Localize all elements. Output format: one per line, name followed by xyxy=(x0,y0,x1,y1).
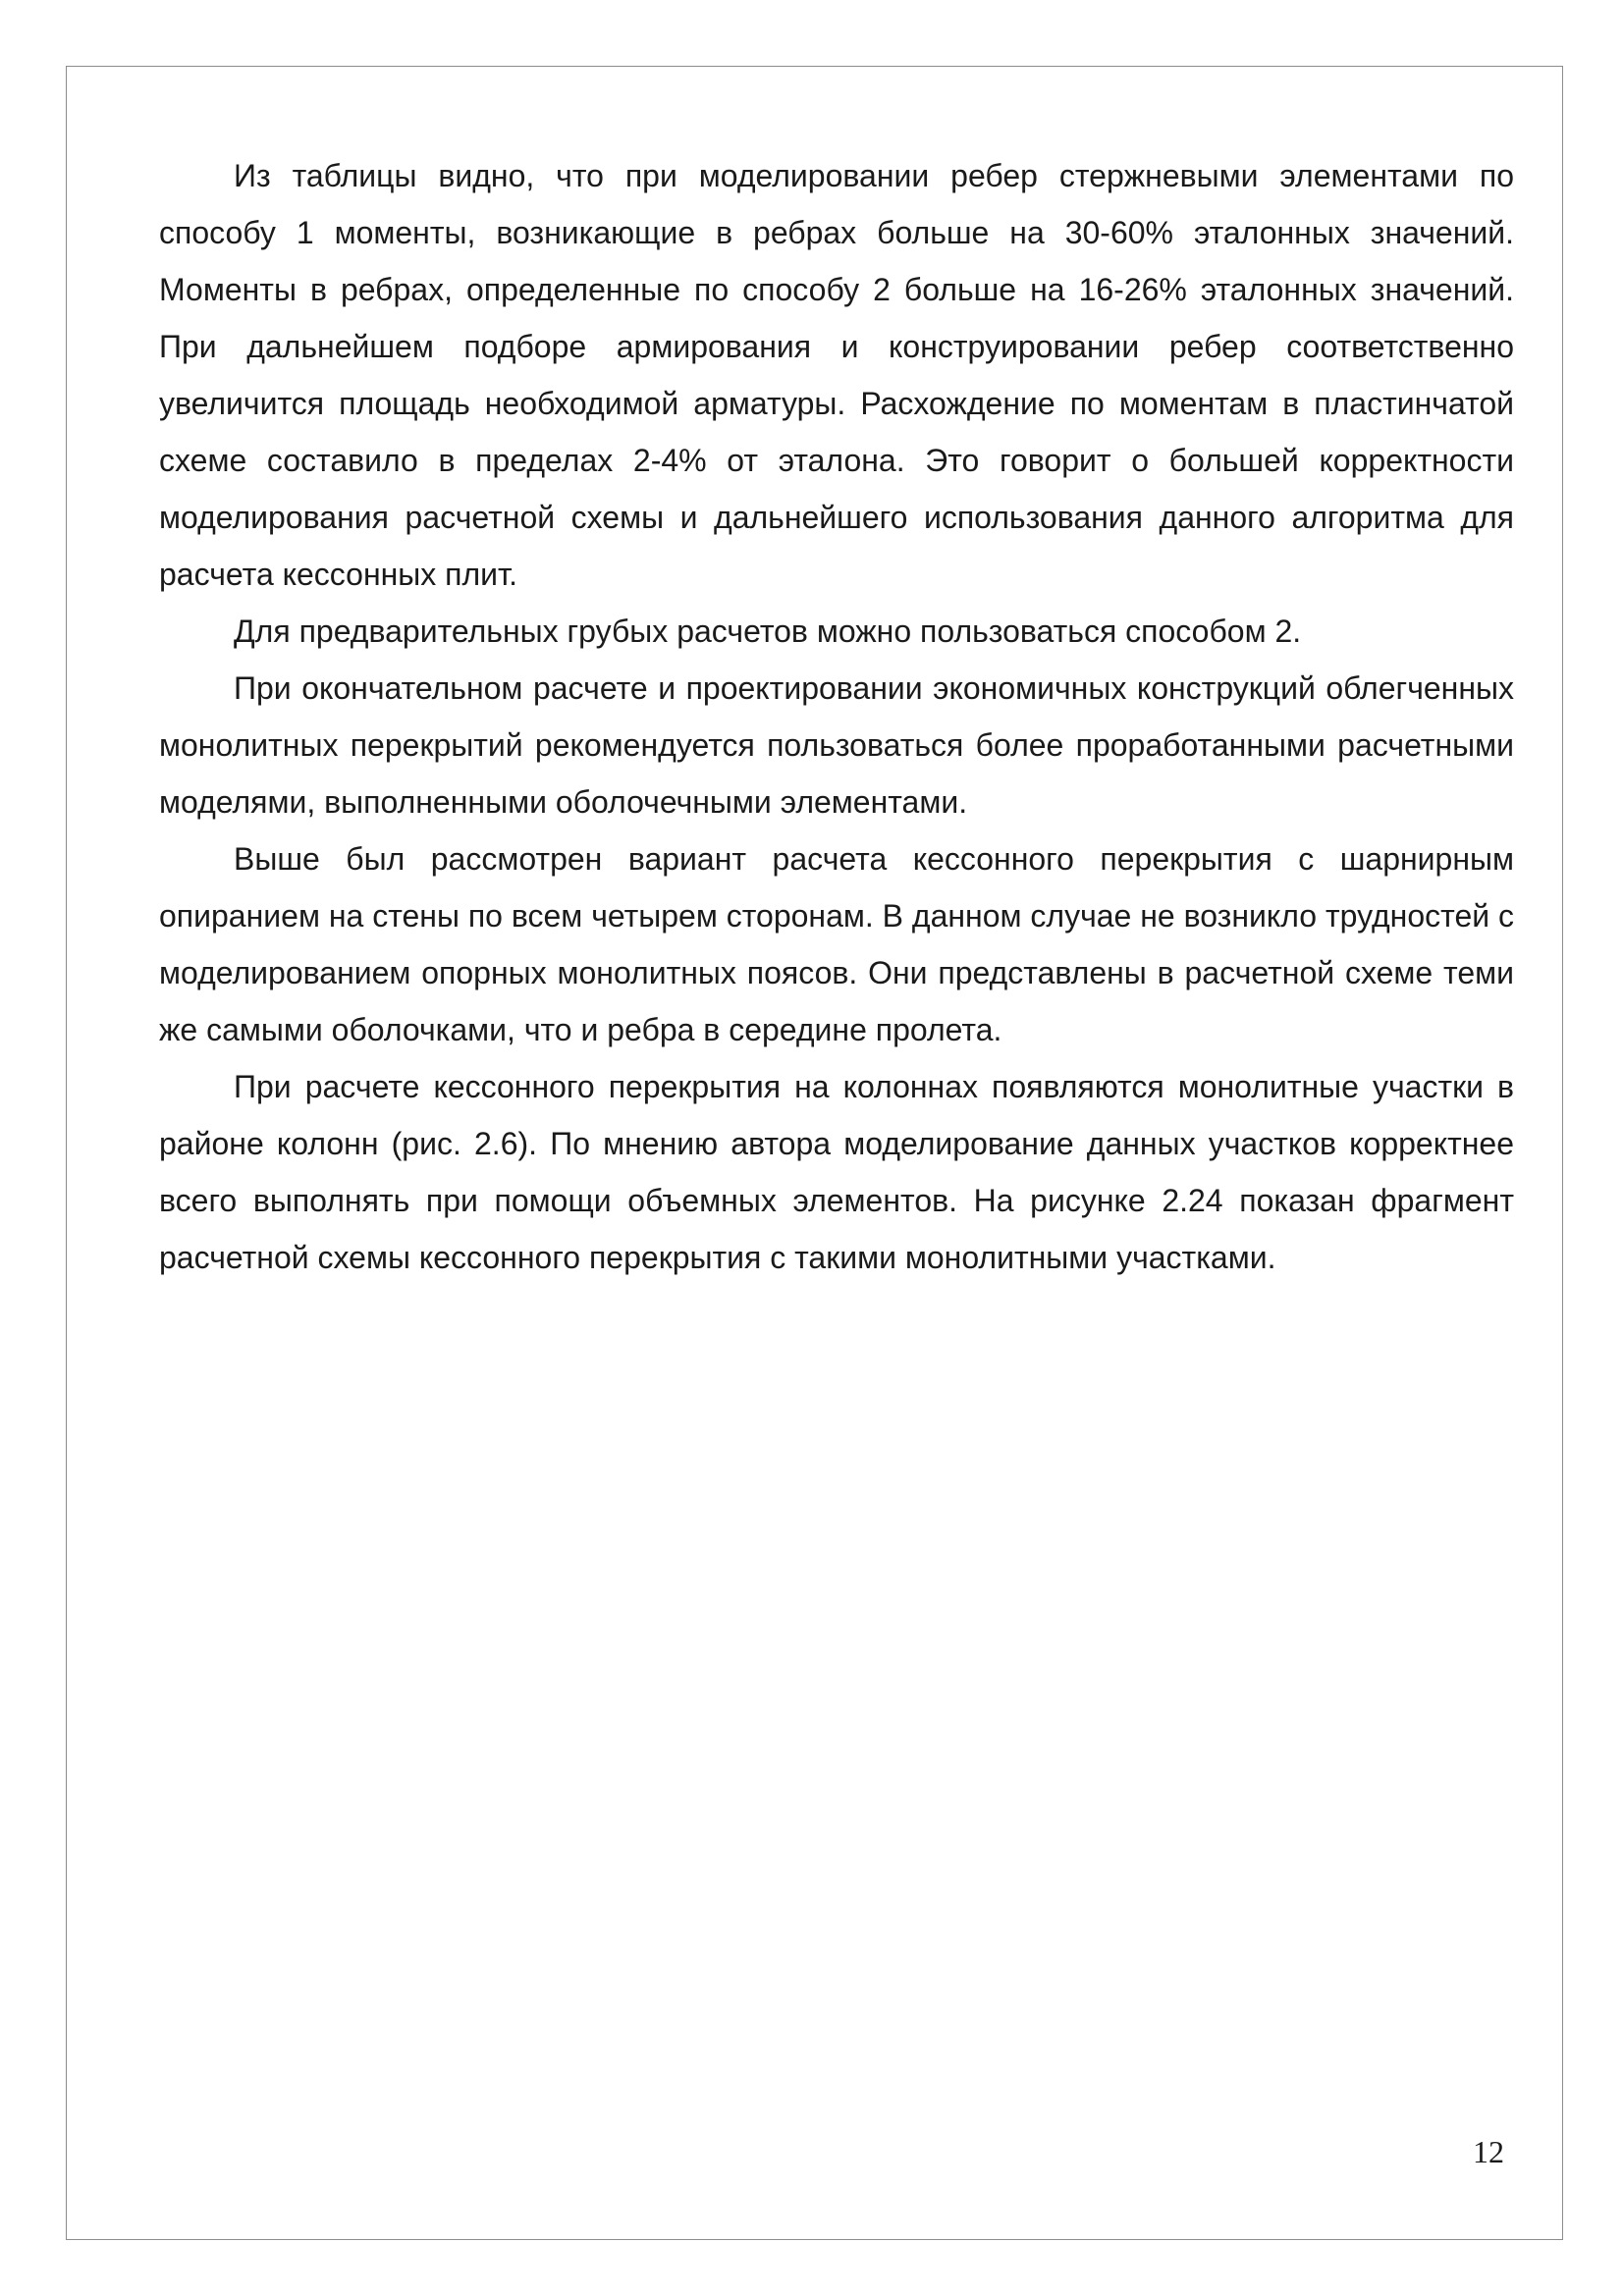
body-text xyxy=(159,147,1514,1286)
paragraph-4: Выше был рассмотрен вариант расчета кессонного перекрытия с шарнирным опиранием на стены по всем четырем сторонам. В данном случае не возникло трудностей с моделированием опорных монолитных поясов. Они представлены в расчетной схеме теми же самыми оболочками, что и ребра в середине пролета. xyxy=(159,841,1514,1047)
paragraph-3: При окончательном расчете и проектировании экономичных конструкций облегченных монолитных перекрытий рекомендуется пользоваться более проработанными расчетными моделями, выполненными оболочечными элементами. xyxy=(159,670,1514,820)
paragraph-2: Для предварительных грубых расчетов можно пользоваться способом 2. xyxy=(234,614,1302,649)
page-number: 12 xyxy=(1473,2134,1504,2169)
paragraph-1: Из таблицы видно, что при моделировании ребер стержневыми элементами по способу 1 моменты, возникающие в ребрах больше на 30-60% эталонных значений. Моменты в ребрах, определенные по способу 2 больше на 16-26% эталонных значений. При дальнейшем подборе армирования и конструировании ребер соответственно увеличится площадь необходимой арматуры. Расхождение по моментам в пластинчатой схеме составило в пределах 2-4% от эталона. Это говорит о большей корректности моделирования расчетной схемы и дальнейшего использования данного алгоритма для расчета кессонных плит. xyxy=(159,158,1514,592)
paragraph-5: При расчете кессонного перекрытия на колоннах появляются монолитные участки в районе колонн (рис. 2.6). По мнению автора моделирование данных участков корректнее всего выполнять при помощи объемных элементов. На рисунке 2.24 показан фрагмент расчетной схемы кессонного перекрытия с такими монолитными участками. xyxy=(159,1069,1514,1275)
